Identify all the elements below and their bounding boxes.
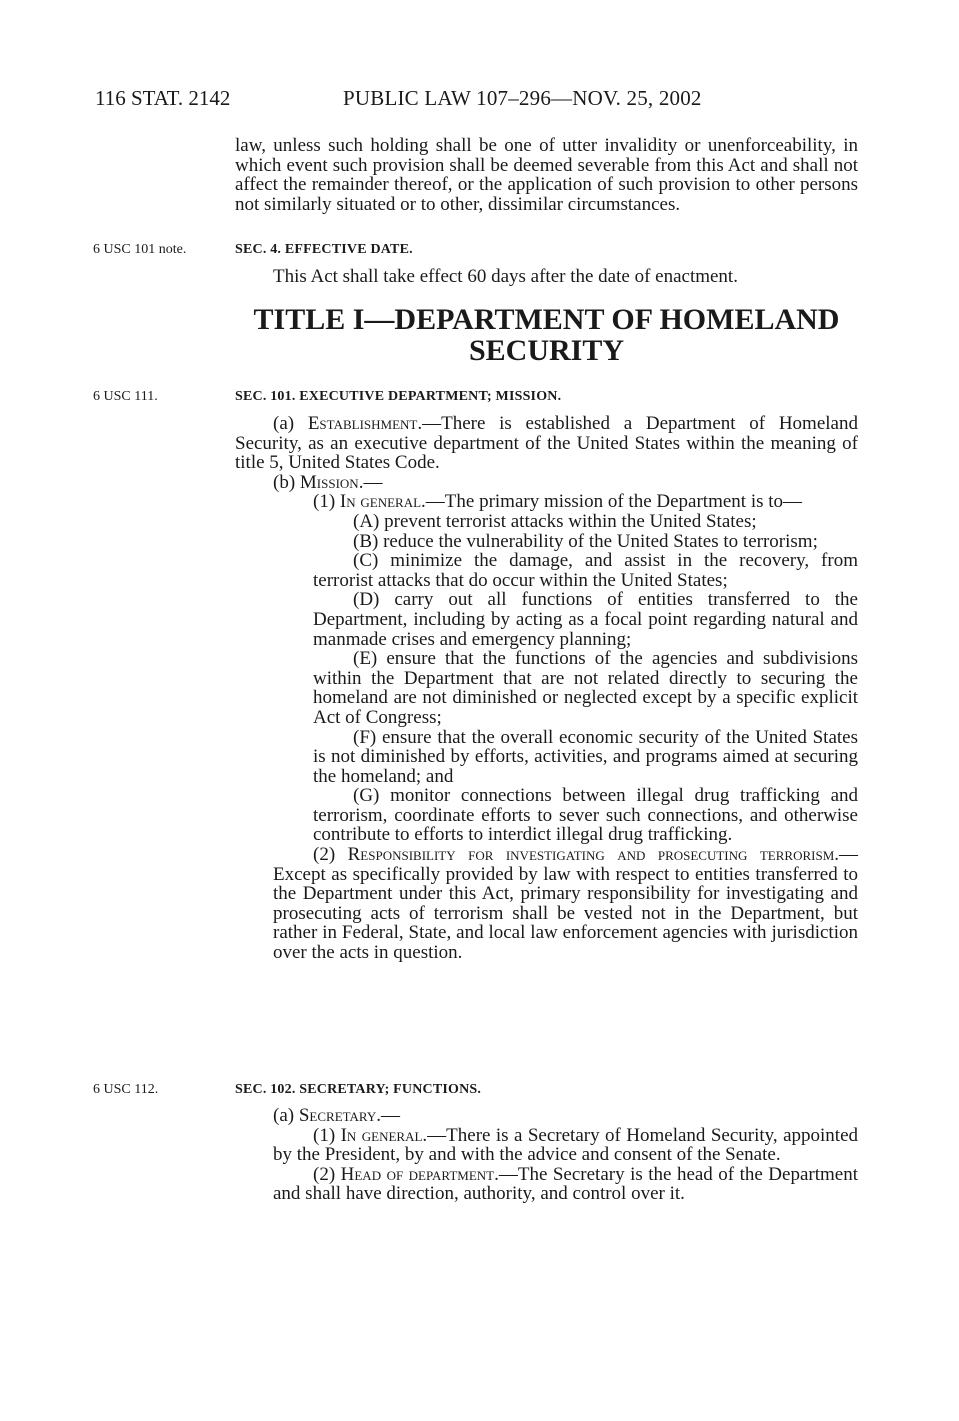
sec102-a2-caption: Head of department. xyxy=(340,1163,499,1185)
mission-item-b: (B) reduce the vulnerability of the United States to terrorism; xyxy=(353,530,818,552)
public-law-citation: PUBLIC LAW 107–296—NOV. 25, 2002 xyxy=(343,86,702,110)
page-header xyxy=(95,86,795,116)
mission-item-c: (C) minimize the damage, and assist in the recovery, from terrorist attacks that do occur within the United States; xyxy=(313,550,858,591)
statute-page-number: 116 STAT. 2142 xyxy=(95,86,231,110)
mission-item-e: (E) ensure that the functions of the agencies and subdivisions within the Department that are not related directly to securing the homeland are not diminished or neglected except by a specific explicit Act of Congress; xyxy=(313,648,858,728)
sec101-a-text: —There is established a Department of Homeland Security, as an executive department of the United States within the meaning of title 5, United States Code. xyxy=(235,413,858,474)
intro-paragraph: law, unless such holding shall be one of utter invalidity or unenforceability, in which event such provision shall be deemed severable from this Act and shall not affect the remainder thereof, or the application of such provision to other persons not similarly situated or to other, dissimilar circumstances. xyxy=(235,135,858,215)
sec101-b2-caption: Responsibility for investigating and prosecuting terrorism. xyxy=(347,844,840,866)
sec101-b-text: — xyxy=(363,471,383,493)
sec101-paragraph-b2 xyxy=(235,845,858,963)
sec101-b-label: (b) xyxy=(273,471,300,493)
sec101-b1-label: (1) xyxy=(313,491,340,513)
section-heading-sec102: SEC. 102. SECRETARY; FUNCTIONS. xyxy=(235,1082,482,1097)
sec102-a2-label: (2) xyxy=(313,1163,341,1185)
sec4-text: This Act shall take effect 60 days after the date of enactment. xyxy=(273,266,738,287)
sec101-b1-caption: In general. xyxy=(339,491,426,513)
mission-item-a: (A) prevent terrorist attacks within the United States; xyxy=(353,510,757,532)
sec101-b1-text: —The primary mission of the Department is to— xyxy=(425,491,803,513)
sec102-a2-text: —The Secretary is the head of the Department and shall have direction, authority, and control over it. xyxy=(273,1163,858,1205)
sec102-a-label: (a) xyxy=(273,1105,299,1126)
sec101-a-label: (a) xyxy=(273,413,308,434)
section-heading-sec101: SEC. 101. EXECUTIVE DEPARTMENT; MISSION. xyxy=(235,389,562,404)
sec101-a-caption: Establishment. xyxy=(307,413,423,434)
sec102-a1-text: —There is a Secretary of Homeland Security, appointed by the President, by and with the advice and consent of the Senate. xyxy=(273,1124,859,1166)
sec101-b2-text: —Except as specifically provided by law with respect to entities transferred to the Department under this Act, primary responsibility for investigating and prosecuting acts of terrorism shall be vested not in the Department, but rather in Federal, State, and local law enforcement agencies with jurisdiction over the acts in question. xyxy=(273,844,859,964)
sec102-a1-label: (1) xyxy=(313,1124,341,1146)
intro-block xyxy=(235,136,858,214)
mission-item-f: (F) ensure that the overall economic security of the United States is not diminished by efforts, activities, and programs aimed at securing the homeland; and xyxy=(313,726,858,787)
sec101-subsection-b xyxy=(235,473,858,493)
sec102-paragraph-a1 xyxy=(235,1126,858,1165)
margin-note-sec101: 6 USC 111. xyxy=(93,389,158,404)
mission-item-d: (D) carry out all functions of entities transferred to the Department, including by acting as a focal point regarding natural and manmade crises and emergency planning; xyxy=(313,589,858,650)
sec102-a-text: — xyxy=(381,1105,401,1126)
sec102-body xyxy=(235,1106,858,1204)
sec102-a-caption: Secretary. xyxy=(298,1105,382,1126)
title-heading: TITLE I—DEPARTMENT OF HOMELAND SECURITY xyxy=(253,303,840,367)
sec4-block xyxy=(235,267,858,287)
sec102-paragraph-a2 xyxy=(235,1165,858,1204)
sec101-b2-label: (2) xyxy=(313,844,348,866)
sec101-body xyxy=(235,414,858,963)
sec101-b-caption: Mission. xyxy=(299,471,364,493)
mission-item-g: (G) monitor connections between illegal drug trafficking and terrorism, coordinate efforts to sever such connections, and otherwise contribute to efforts to interdict illegal drug trafficking. xyxy=(313,785,858,846)
margin-note-sec102: 6 USC 112. xyxy=(93,1082,159,1097)
sec102-a1-caption: In general. xyxy=(340,1124,428,1146)
sec102-subsection-a xyxy=(235,1106,858,1126)
margin-note-sec4: 6 USC 101 note. xyxy=(93,242,187,257)
sec101-paragraph-b1 xyxy=(235,492,858,512)
sec101-subsection-a xyxy=(235,414,858,473)
section-heading-sec4: SEC. 4. EFFECTIVE DATE. xyxy=(235,242,413,257)
